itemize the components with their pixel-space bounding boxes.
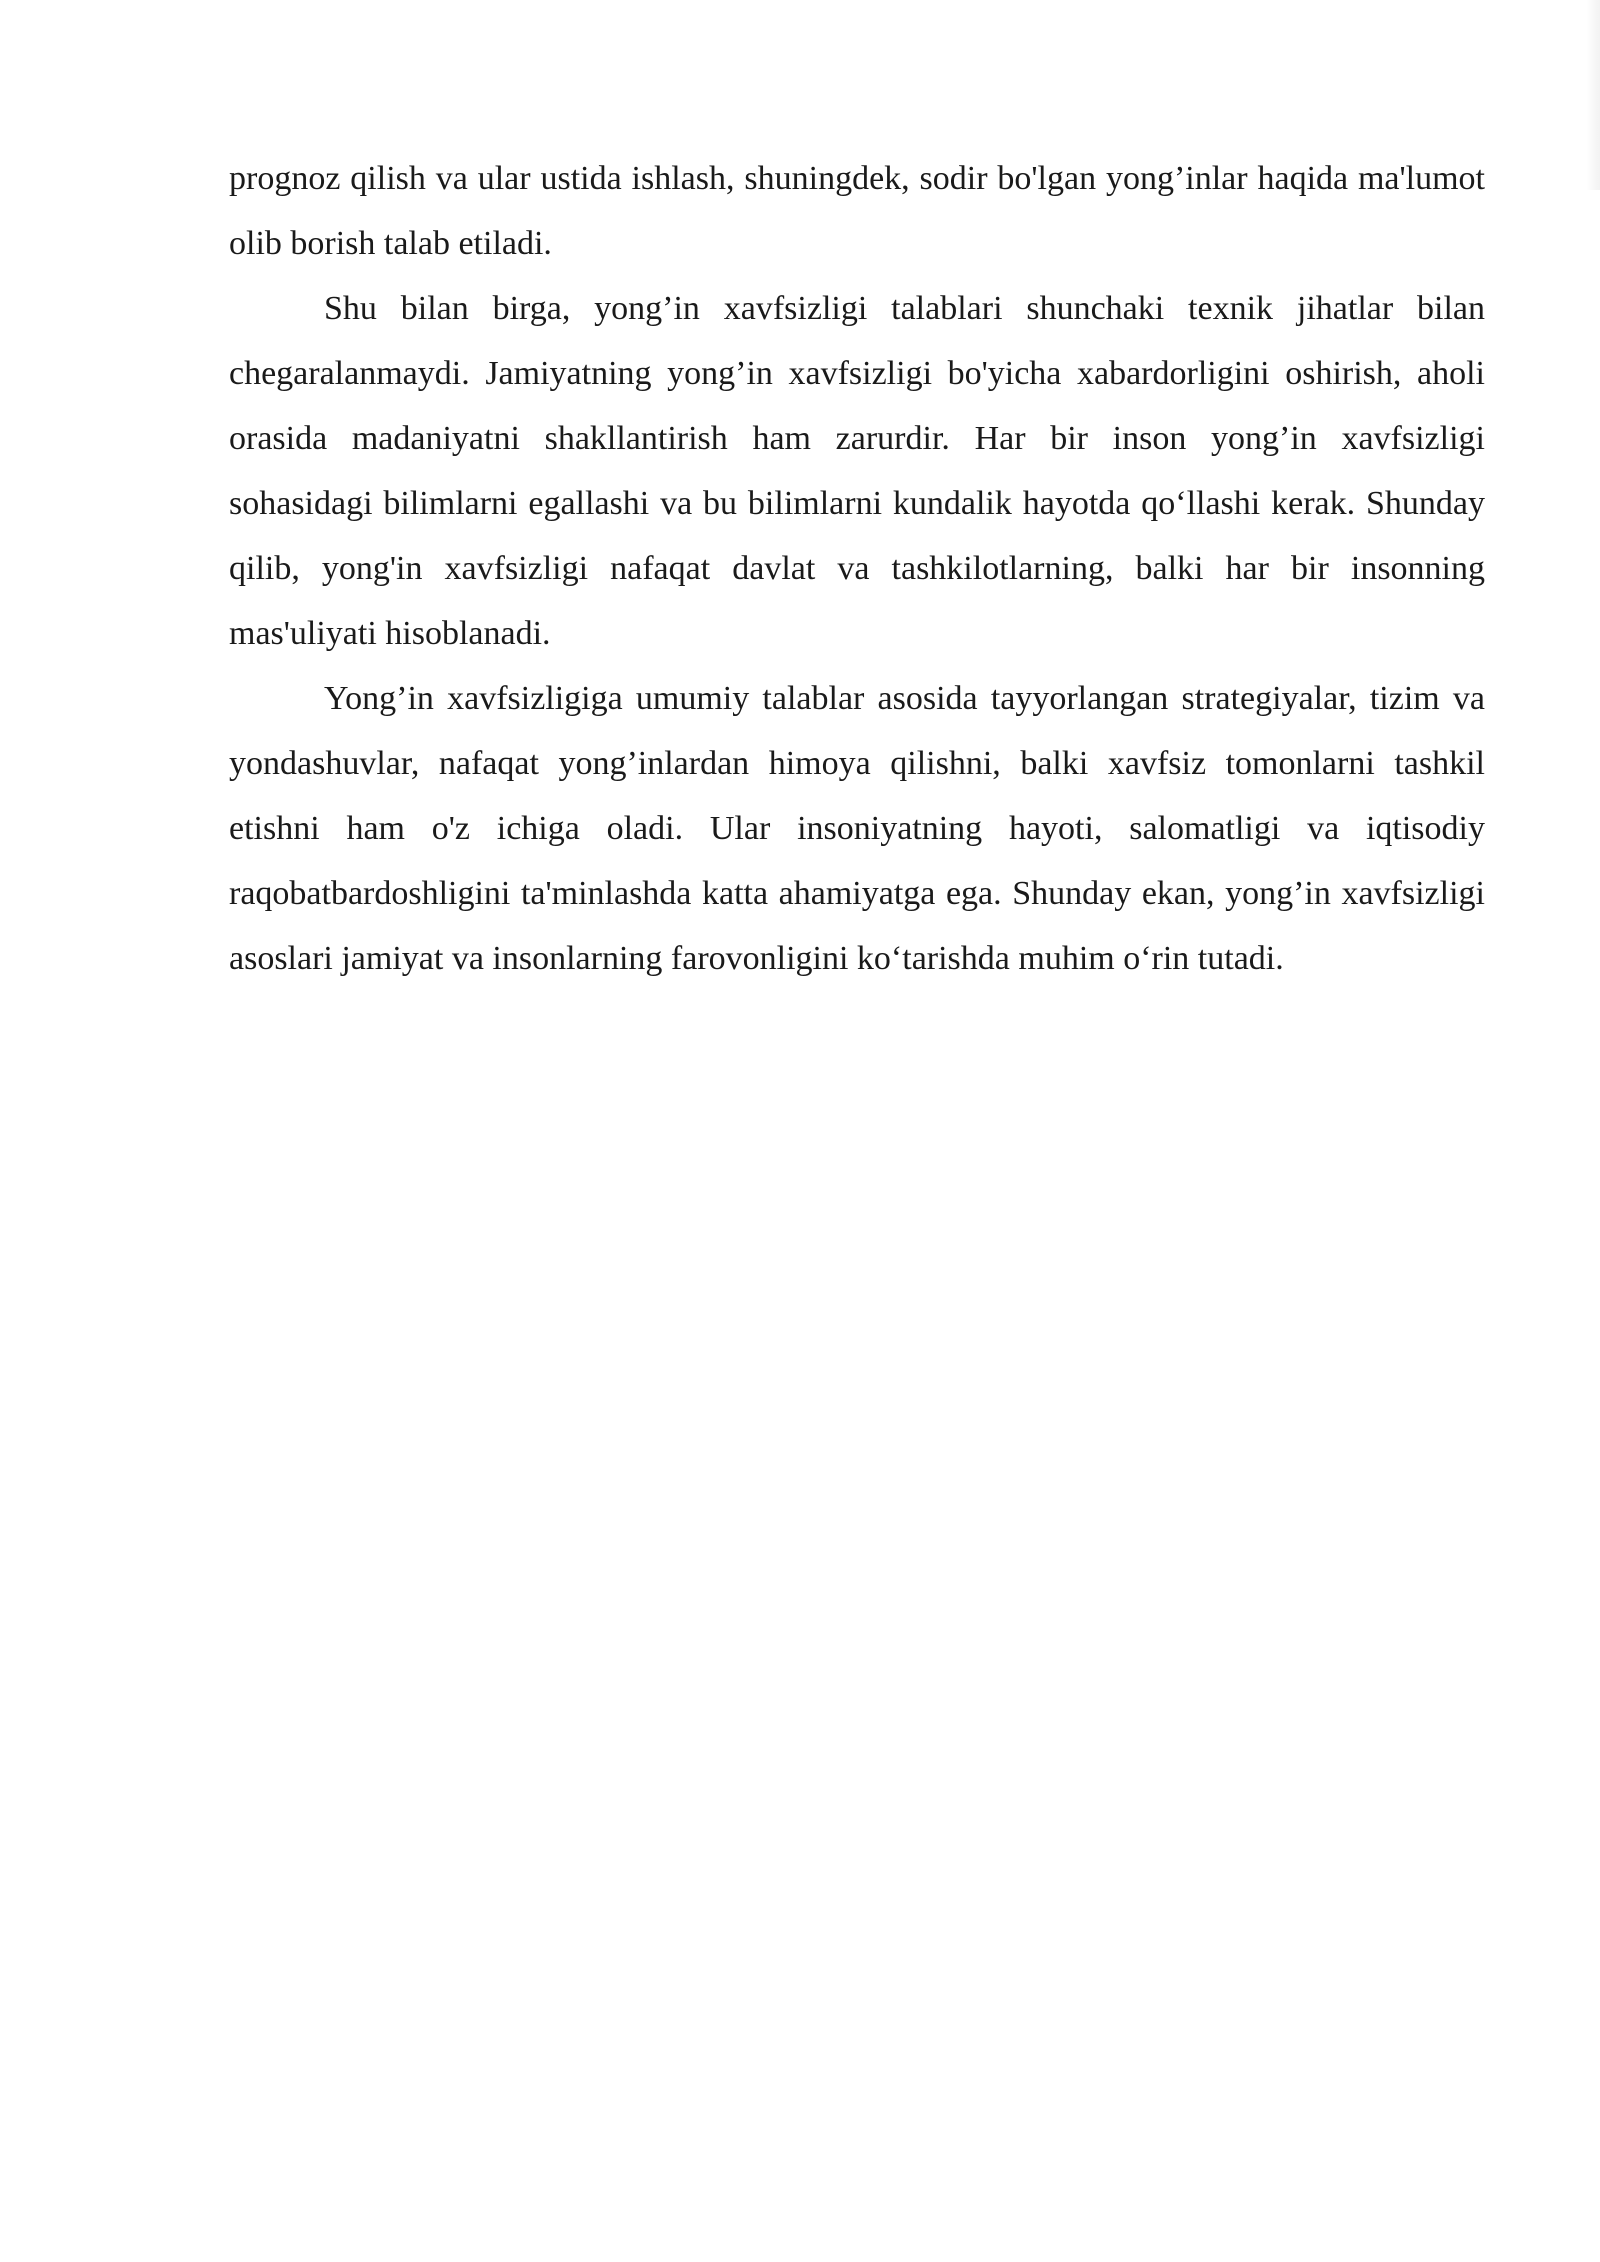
document-body [229, 146, 1485, 991]
paragraph-awareness: Shu bilan birga, yong’in xavfsizligi talablari shunchaki texnik jihatlar bilan chegaralanmaydi. Jamiyatning yong’in xavfsizligi bo'yicha xabardorligini oshirish, aholi orasida madaniyatni shakllantirish ham zarurdir. Har bir inson yong’in xavfsizligi sohasidagi bilimlarni egallashi va bu bilimlarni kundalik hayotda qo‘llashi kerak. Shunday qilib, yong'in xavfsizligi nafaqat davlat va tashkilotlarning, balki har bir insonning mas'uliyati hisoblanadi. [229, 290, 1485, 652]
page-edge-shadow [1586, 0, 1600, 190]
paragraph-conclusion: Yong’in xavfsizligiga umumiy talablar asosida tayyorlangan strategiyalar, tizim va yondashuvlar, nafaqat yong’inlardan himoya qilishni, balki xavfsiz tomonlarni tashkil etishni ham o'z ichiga oladi. Ular insoniyatning hayoti, salomatligi va iqtisodiy raqobatbardoshligini ta'minlashda katta ahamiyatga ega. Shunday ekan, yong’in xavfsizligi asoslari jamiyat va insonlarning farovonligini ko‘tarishda muhim o‘rin tutadi. [229, 680, 1485, 977]
paragraph-continuation: prognoz qilish va ular ustida ishlash, shuningdek, sodir bo'lgan yong’inlar haqida ma'lumot olib borish talab etiladi. [229, 160, 1485, 262]
